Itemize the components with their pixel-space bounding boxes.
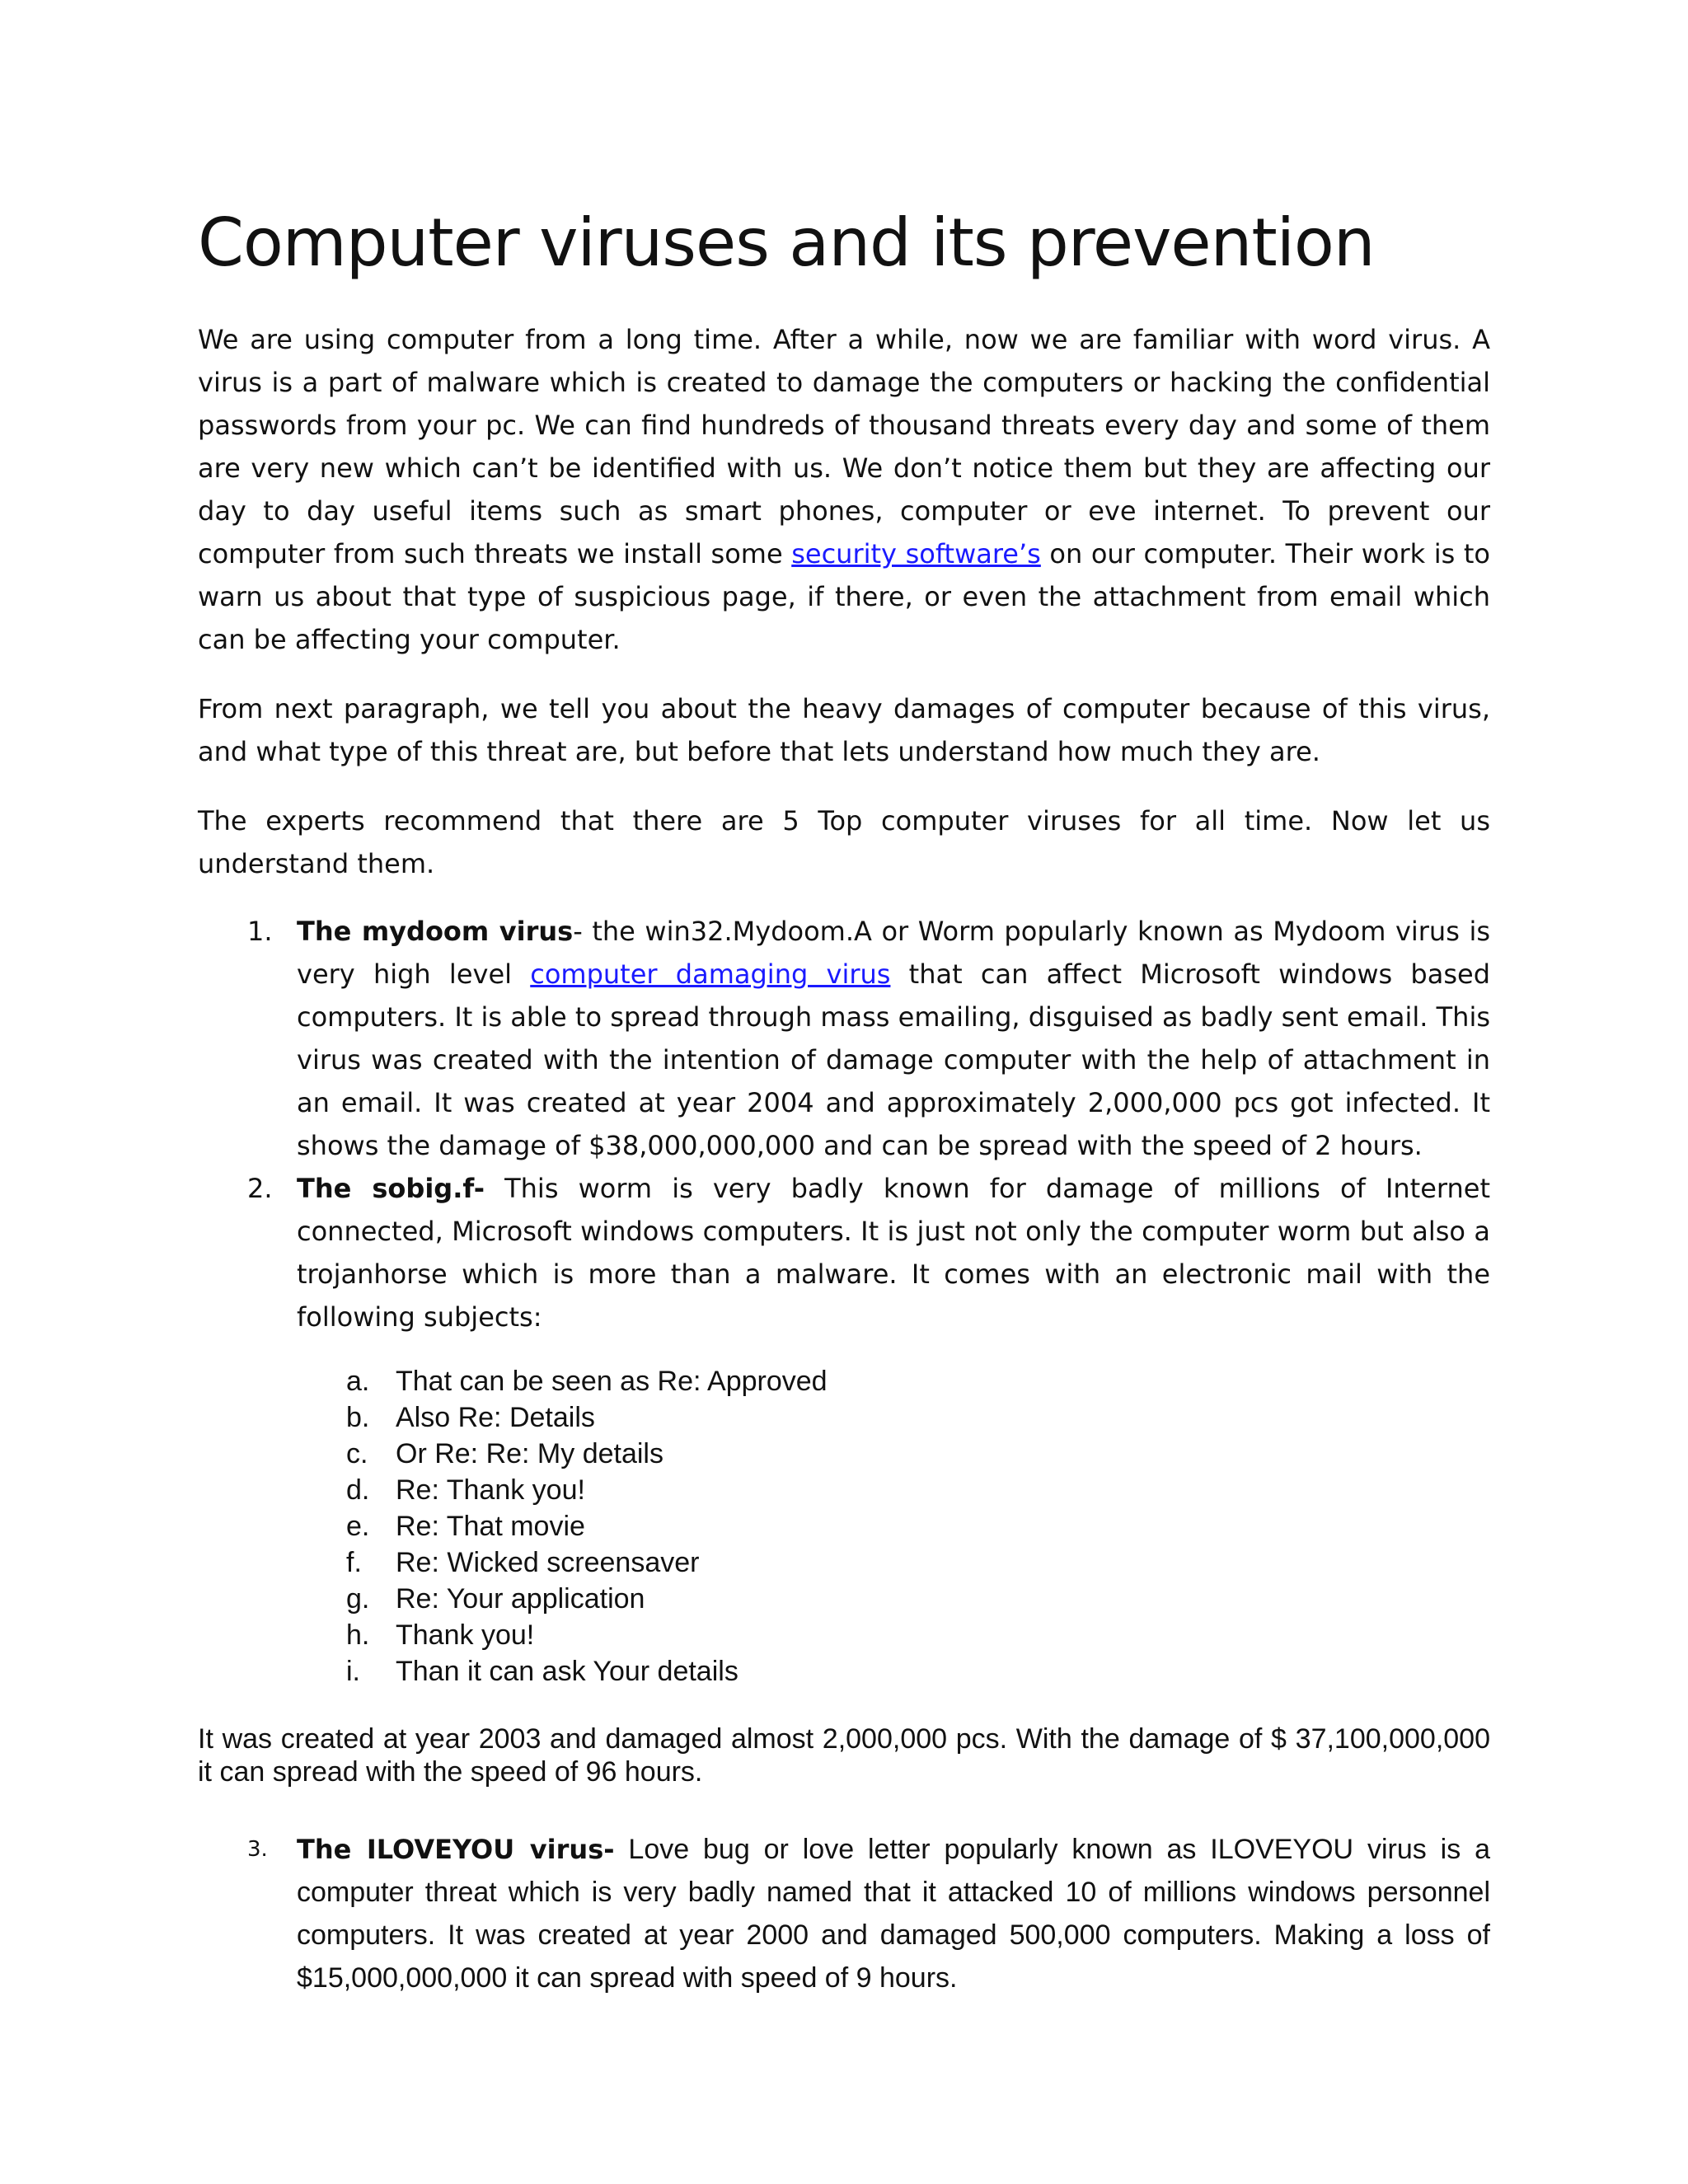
virus-list-part-1 [198, 910, 1490, 1338]
security-software-link[interactable]: security software’s [791, 538, 1041, 569]
list-item-iloveyou [198, 1828, 1490, 1999]
list-letter: d. [346, 1474, 370, 1506]
iloveyou-heading: The ILOVEYOU virus- [297, 1834, 615, 1865]
list-item [198, 1653, 1490, 1690]
list-item [198, 1581, 1490, 1617]
list-item [198, 1544, 1490, 1581]
list-letter: e. [346, 1511, 370, 1542]
subject-text: Re: Thank you! [396, 1474, 585, 1506]
list-letter: a. [346, 1366, 370, 1397]
list-item [198, 1472, 1490, 1508]
subject-text: Or Re: Re: My details [396, 1438, 663, 1469]
next-paragraph-intro: From next paragraph, we tell you about the heavy damages of computer because of this virus, and what type of this threat are, but before that lets understand how much they are. [198, 693, 1490, 767]
list-item-mydoom [198, 910, 1490, 1167]
top-viruses-intro: The experts recommend that there are 5 Top computer viruses for all time. Now let us understand them. [198, 805, 1490, 879]
computer-damaging-virus-link[interactable]: computer damaging virus [530, 958, 891, 990]
list-number: 1. [247, 916, 273, 947]
subject-text: Thank you! [396, 1619, 535, 1651]
list-item [198, 1617, 1490, 1653]
mydoom-heading: The mydoom virus [297, 916, 574, 947]
mydoom-text-after-link: that can affect Microsoft windows based computers. It is able to spread through mass emailing, disguised as badly sent email. This virus was created with the intention of damage computer with the help of attachment in an email. It was created at year 2004 and approximately 2,000,000 pcs got infected. It shows the damage of $38,000,000,000 and can be spread with the speed of 2 hours. [297, 958, 1490, 1161]
list-letter: h. [346, 1619, 370, 1651]
intro-text-before-link: We are using computer from a long time. After a while, now we are familiar with word virus. A virus is a part of malware which is created to damage the computers or hacking the confidential passwords from your pc. We can find hundreds of thousand threats every day and some of them are very new which can’t be identified with us. We don’t notice them but they are affecting our day to day useful items such as smart phones, computer or eve internet. To prevent our computer from such threats we install some [198, 324, 1490, 569]
mydoom-text-before-link: - the win32.Mydoom.A or Worm popularly known as Mydoom virus is very high level [297, 916, 1491, 990]
sobig-text: This worm is very badly known for damage of millions of Internet connected, Microsoft windows computers. It is just not only the computer worm but also a trojanhorse which is more than a malware. It comes with an electronic mail with the following subjects: [297, 1173, 1491, 1333]
list-number: 2. [247, 1173, 273, 1204]
list-item [198, 1399, 1490, 1436]
subject-text: Re: Wicked screensaver [396, 1547, 700, 1578]
subject-text: Re: Your application [396, 1583, 645, 1615]
subject-text: That can be seen as Re: Approved [396, 1366, 828, 1397]
intro-paragraph [198, 318, 1490, 661]
list-item-sobig [198, 1167, 1490, 1338]
list-letter: b. [346, 1402, 370, 1433]
list-letter: g. [346, 1583, 370, 1615]
sobig-damage-paragraph: It was created at year 2003 and damaged almost 2,000,000 pcs. With the damage of $ 37,100,000,000 it can spread with the speed of 96 hours. [198, 1723, 1490, 1788]
intro-text-after-link: on our computer. Their work is to warn us about that type of suspicious page, if there, or even the attachment from email which can be affecting your computer. [198, 538, 1490, 655]
page-title: Computer viruses and its prevention [198, 204, 1375, 281]
list-letter: c. [346, 1438, 368, 1469]
sobig-heading: The sobig.f- [297, 1173, 485, 1204]
sobig-subject-list [198, 1363, 1490, 1690]
list-item [198, 1363, 1490, 1399]
list-item [198, 1508, 1490, 1544]
document-page [198, 198, 1490, 1999]
virus-list-part-2 [198, 1828, 1490, 1999]
iloveyou-text: Love bug or love letter popularly known as ILOVEYOU virus is a computer threat which is very badly named that it attacked 10 of millions windows personnel computers. It was created at year 2000 and damaged 500,000 computers. Making a loss of $15,000,000,000 it can spread with speed of 9 hours. [297, 1834, 1491, 1994]
subject-text: Than it can ask Your details [396, 1656, 738, 1687]
list-letter: f. [346, 1547, 362, 1578]
list-letter: i. [346, 1656, 360, 1687]
list-item [198, 1436, 1490, 1472]
subject-text: Also Re: Details [396, 1402, 595, 1433]
subject-text: Re: That movie [396, 1511, 585, 1542]
list-number: 3. [247, 1837, 268, 1862]
